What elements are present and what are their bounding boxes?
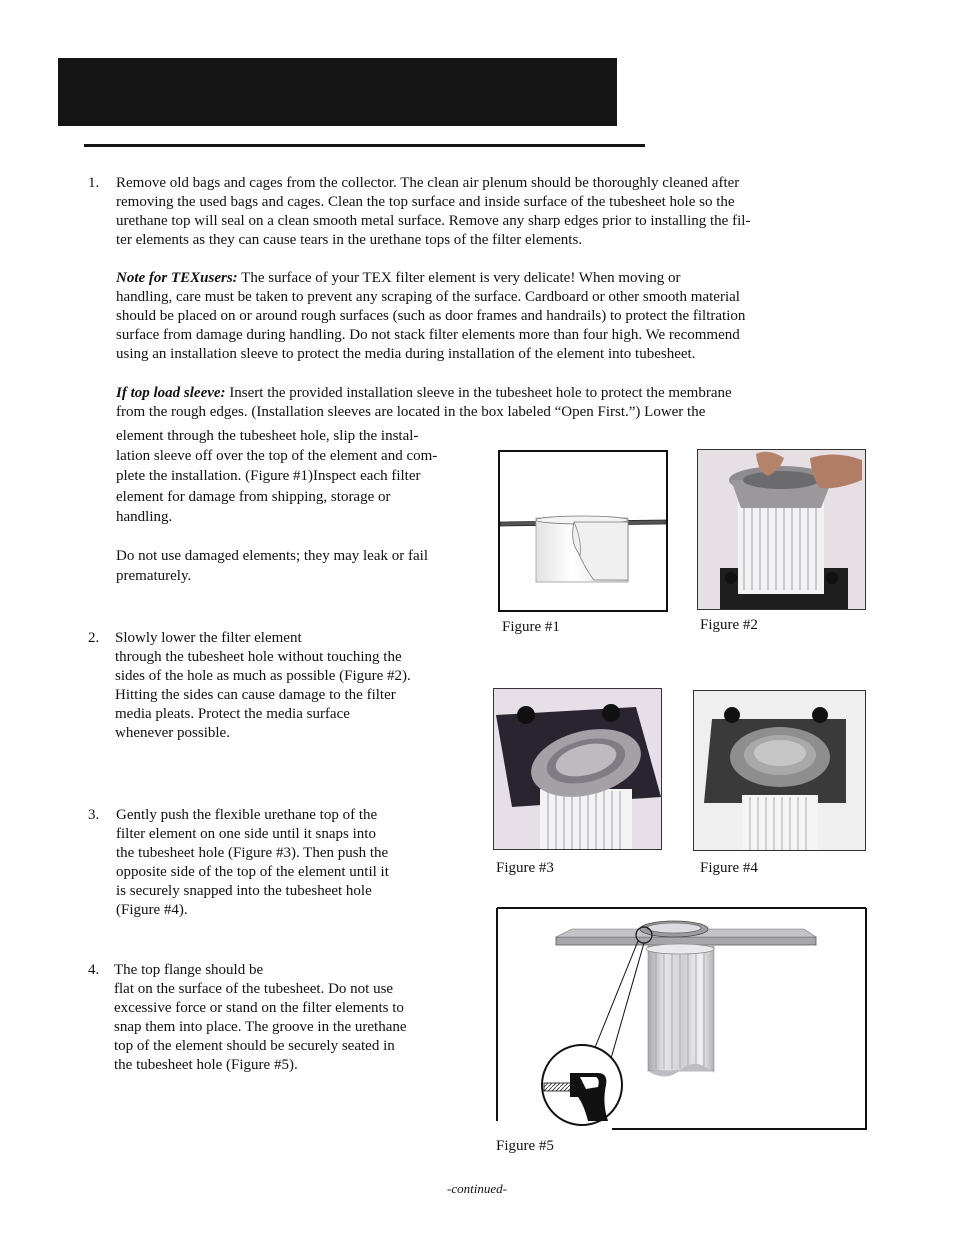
header-bar xyxy=(58,58,617,126)
figure-2-caption: Figure #2 xyxy=(700,617,758,633)
step-3-line: (Figure #4). xyxy=(116,902,188,918)
step-3-text xyxy=(116,806,456,920)
step-4-number: 4. xyxy=(88,962,100,978)
hands-installing-filter-photo xyxy=(698,450,865,609)
step-1-text xyxy=(116,174,876,250)
step-4-line: The top flange should be xyxy=(114,962,264,978)
figure-4-caption: Figure #4 xyxy=(700,860,758,876)
figure-5-caption: Figure #5 xyxy=(496,1138,554,1154)
step-4-line: snap them into place. The groove in the urethane xyxy=(114,1019,407,1035)
step-2-number: 2. xyxy=(88,630,100,646)
damage-warning-line: Do not use damaged elements; they may leak or fail xyxy=(116,548,428,564)
step-2-line: sides of the hole as much as possible (Figure #2). xyxy=(115,668,411,684)
figure-5-image xyxy=(496,907,867,1131)
step-2-line: Slowly lower the filter element xyxy=(115,630,302,646)
sleeve-note-line: element through the tubesheet hole, slip the instal- xyxy=(116,428,419,444)
tex-note-first-line xyxy=(116,269,876,288)
figure-1-caption: Figure #1 xyxy=(502,619,560,635)
sleeve-note-narrow xyxy=(116,426,496,527)
step-4-line: top of the element should be securely seated in xyxy=(114,1038,395,1054)
figure-4-image xyxy=(693,690,866,851)
step-4-line: the tubesheet hole (Figure #5). xyxy=(114,1057,298,1073)
filter-snapping-photo xyxy=(494,689,661,849)
step-2-line: whenever possible. xyxy=(115,725,230,741)
figure-3-image xyxy=(493,688,662,850)
header-rule xyxy=(84,144,645,147)
sleeve-note-line: lation sleeve off over the top of the element and com- xyxy=(116,448,438,465)
tex-note xyxy=(116,269,876,364)
damage-warning-line: prematurely. xyxy=(116,568,192,585)
continued-footer: -continued- xyxy=(447,1181,507,1196)
step-2-line: media pleats. Protect the media surface xyxy=(115,706,350,722)
tex-note-line: surface from damage during handling. Do not stack filter elements more than four high. We recommend xyxy=(116,327,740,343)
sleeve-note-first-text: Insert the provided installation sleeve in the tubesheet hole to protect the membrane xyxy=(229,385,732,401)
step-2-text xyxy=(115,629,465,743)
step-1-line: ter elements as they can cause tears in the urethane tops of the filter elements. xyxy=(116,232,583,248)
tex-note-line: using an installation sleeve to protect the media during installation of the element into tubesheet. xyxy=(116,346,696,362)
step-1-line: removing the used bags and cages. Clean the top surface and inside surface of the tubesheet hole so the xyxy=(116,194,735,210)
figure-2-image xyxy=(697,449,866,610)
step-1-number: 1. xyxy=(88,175,100,191)
sleeve-note-line: handling. xyxy=(116,508,173,525)
figure-3-caption: Figure #3 xyxy=(496,860,554,876)
damage-warning xyxy=(116,546,496,586)
step-3-line: the tubesheet hole (Figure #3). Then push the xyxy=(116,845,389,861)
step-3-line: is securely snapped into the tubesheet hole xyxy=(116,883,372,899)
step-1-line: Remove old bags and cages from the collector. The clean air plenum should be thoroughly cleaned after xyxy=(116,175,740,191)
step-4-line: flat on the surface of the tubesheet. Do not use xyxy=(114,981,394,997)
sleeve-note-label: If top load sleeve: xyxy=(116,385,226,401)
tex-note-label: Note for TEXusers: xyxy=(116,270,238,286)
step-2-line: Hitting the sides can cause damage to the filter xyxy=(115,687,396,703)
figure-1-image xyxy=(498,450,668,612)
sleeve-note-line: from the rough edges. (Installation sleeves are located in the box labeled “Open First.”) Lower the xyxy=(116,404,706,420)
sleeve-note-line: plete the installation. (Figure #1)Inspect each filter xyxy=(116,468,421,485)
sleeve-note-line: element for damage from shipping, storage or xyxy=(116,488,391,505)
step-3-number: 3. xyxy=(88,807,100,823)
installation-sleeve-drawing xyxy=(500,452,666,610)
tex-note-first-text: The surface of your TEX filter element is very delicate! When moving or xyxy=(241,270,681,286)
step-1-line: urethane top will seal on a clean smooth metal surface. Remove any sharp edges prior to installing the fil- xyxy=(116,213,751,229)
step-2-line: through the tubesheet hole without touching the xyxy=(115,649,402,665)
tex-note-line: handling, care must be taken to prevent any scraping of the surface. Cardboard or other smooth material xyxy=(116,289,740,305)
step-3-line: Gently push the flexible urethane top of the xyxy=(116,807,378,823)
tubesheet-section-drawing xyxy=(496,907,867,1131)
step-4-line: excessive force or stand on the filter elements to xyxy=(114,1000,404,1016)
step-3-line: opposite side of the top of the element until it xyxy=(116,864,389,880)
tex-note-line: should be placed on or around rough surfaces (such as door frames and handrails) to protect the filtration xyxy=(116,308,746,324)
step-4-text xyxy=(114,961,464,1075)
sleeve-note-first-line xyxy=(116,384,876,403)
step-3-line: filter element on one side until it snaps into xyxy=(116,826,376,842)
sleeve-note xyxy=(116,384,876,422)
filter-seated-photo xyxy=(694,691,865,850)
